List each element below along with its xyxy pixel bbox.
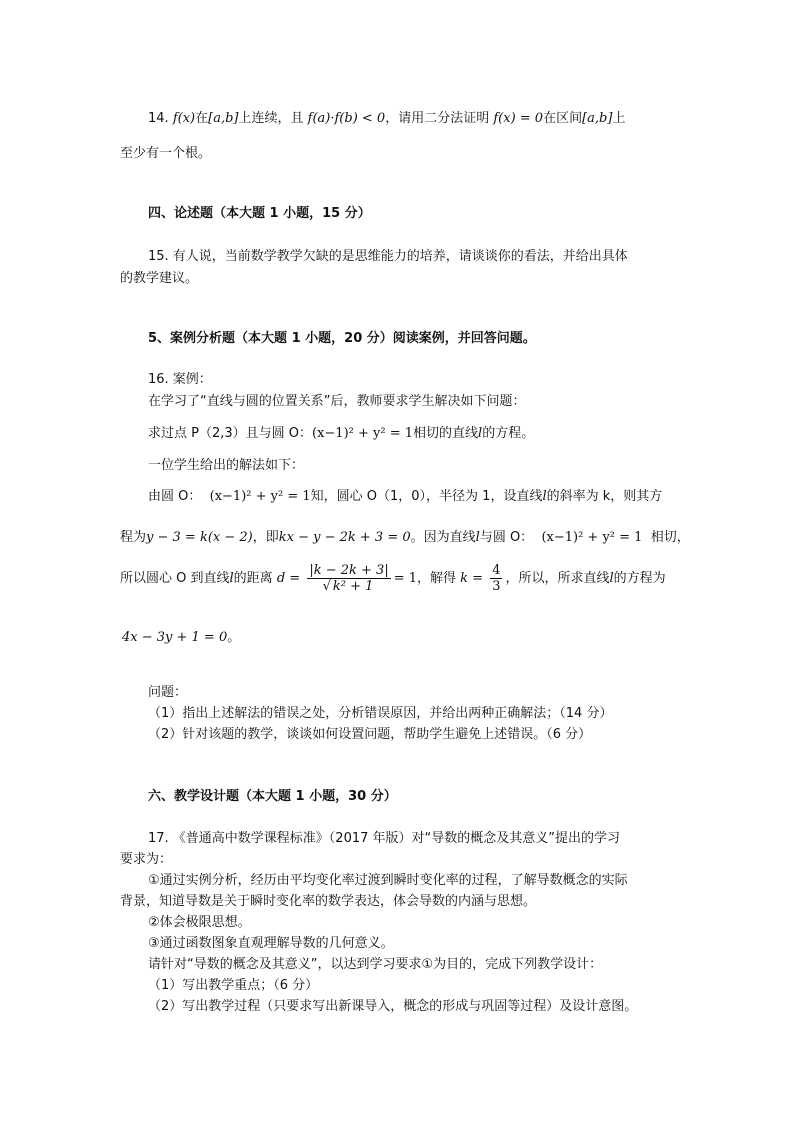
math-circle: (x−1)² + y² = 1 [209,489,311,504]
math-product: f(a)·f(b) < 0 [307,111,386,126]
q17-req3: ③通过函数图象直观理解导数的几何意义。 [148,936,394,951]
text: 的斜率为 k，则其方 [546,489,663,504]
q16-solution-line3 [120,563,666,594]
fraction-numerator: 4 [492,563,501,578]
math-interval: [a,b] [208,111,239,126]
q17-task2: （2）写出教学过程（只要求写出新课导入，概念的形成与巩固等过程）及设计意图。 [148,999,638,1014]
q14-line1 [148,107,625,126]
math-l: l [542,489,547,504]
text: 知，圆心 O（1，0），半径为 1，设直线 [310,489,543,504]
math-l: l [609,571,614,586]
text: 。因为直线 [410,530,476,545]
sqrt-radicand: k² + 1 [332,579,374,594]
text: 相切， [650,530,690,545]
q17-req1-line2: 背景，知道导数是关于瞬时变化率的数学表达，体会导数的内涵与思想。 [120,894,537,909]
math-line-eq: y − 3 = k(x − 2) [146,530,253,545]
math-l: l [475,530,480,545]
math-answer: 4x − 3y + 1 = 0 [122,630,228,645]
math-fx: f(x) [172,111,196,126]
math-eq-one: = 1 [393,571,417,586]
section5-heading: 5、案例分析题（本大题 1 小题，20 分）阅读案例，并回答问题。 [148,331,536,346]
fraction-denominator: √ k² + 1 [322,579,374,594]
text: 与圆 O： [479,530,534,545]
text: ，即 [252,530,279,545]
q14-text: 上连续，且 [238,111,304,126]
q16-answer [122,626,240,645]
text: 相切的直线 [413,426,479,441]
q15-line2: 的教学建议。 [120,271,199,286]
q16-problem [148,422,534,441]
section6-heading: 六、教学设计题（本大题 1 小题，30 分） [148,789,397,804]
text: ，所以，所求直线 [505,571,610,586]
q16-question2: （2）针对该题的教学，谈谈如何设置问题，帮助学生避免上述错误。（6 分） [148,727,592,742]
q14-text: 在 [195,111,209,126]
math-circle: (x−1)² + y² = 1 [541,530,643,545]
text: 所以圆心 O 到直线 [120,571,230,586]
fraction-denominator: 3 [492,579,501,594]
q16-intro: 在学习了“直线与圆的位置关系”后，教师要求学生解决如下问题： [148,394,526,409]
k-fraction [490,563,502,594]
fraction-numerator: |k − 2k + 3| [309,563,389,578]
text: 的距离 [233,571,273,586]
q17-req2: ②体会极限思想。 [148,915,251,930]
q14-number: 14. [148,111,169,126]
section4-heading: 四、论述题（本大题 1 小题，15 分） [148,206,371,221]
q17-task: 请针对“导数的概念及其意义”，以达到学习要求①为目的，完成下列教学设计： [148,957,603,972]
math-d: d = [276,571,301,586]
q14-text: 上 [612,111,626,126]
q14-line2: 至少有一个根。 [120,146,212,161]
text: 程为 [120,530,147,545]
q17-line1: 17. 《普通高中数学课程标准》（2017 年版）对“导数的概念及其意义”提出的学习 [148,831,620,846]
math-interval: [a,b] [582,111,613,126]
math-circle: (x−1)² + y² = 1 [312,426,414,441]
math-equation: f(x) = 0 [493,111,544,126]
math-l: l [478,426,483,441]
q16-question1: （1）指出上述解法的错误之处，分析错误原因，并给出两种正确解法；（14 分） [148,706,613,721]
q17-req1-line1: ①通过实例分析，经历由平均变化率过渡到瞬时变化率的过程，了解导数概念的实际 [148,873,628,888]
q14-text: 在区间 [543,111,583,126]
math-general-eq: kx − y − 2k + 3 = 0 [278,530,411,545]
text: 求过点 P（2,3）且与圆 O： [148,426,313,441]
text: 。 [227,630,241,645]
q16-solution-line2 [120,526,690,545]
q14-text: ，请用二分法证明 [385,111,490,126]
text: 的方程。 [482,426,535,441]
text: 的方程为 [613,571,666,586]
q15-line1: 15. 有人说，当前数学教学欠缺的是思维能力的培养，请谈谈你的看法，并给出具体 [148,249,628,264]
q17-task1: （1）写出教学重点；（6 分） [148,978,319,993]
q16-questions-label: 问题： [148,685,188,700]
math-l: l [229,571,234,586]
q17-line2: 要求为： [120,852,173,867]
text: ，解得 [417,571,457,586]
distance-fraction [307,563,390,594]
text: 由圆 O： [148,489,202,504]
math-k: k = [460,571,484,586]
q16-solution-intro: 一位学生给出的解法如下： [148,458,305,473]
q16-solution-line1 [148,485,662,504]
q16-label: 16. 案例： [148,372,212,387]
